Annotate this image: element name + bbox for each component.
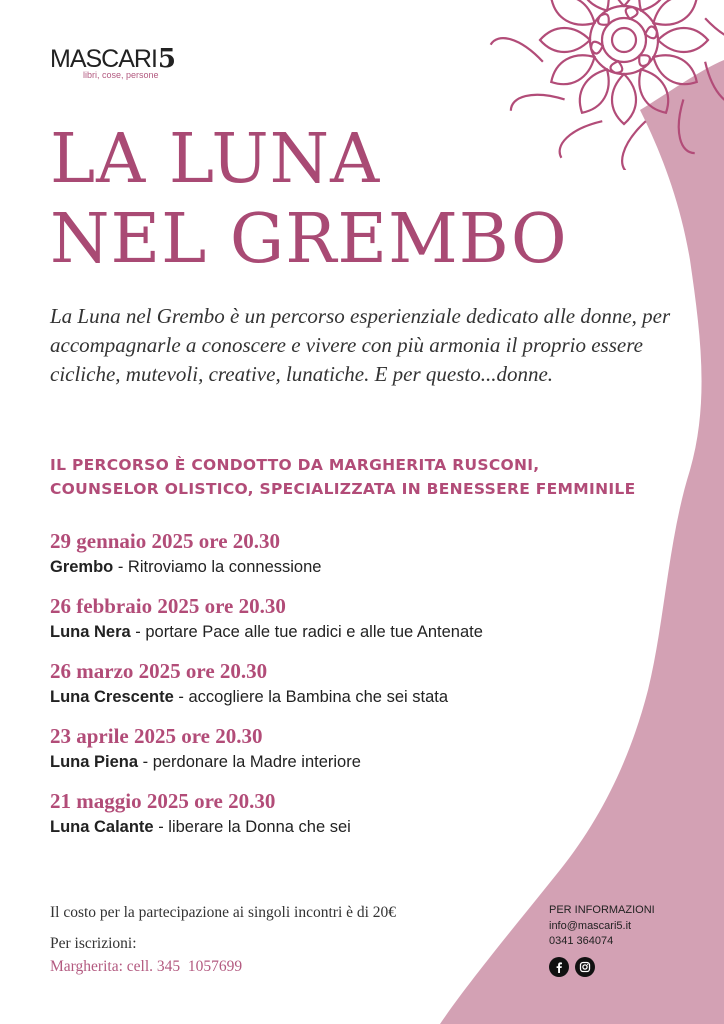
- signup-label: Per iscrizioni:: [50, 935, 137, 952]
- session-item: [50, 593, 650, 658]
- session-item: [50, 658, 650, 723]
- session-date: 26 marzo 2025 ore 20.30: [50, 659, 268, 683]
- session-date: 23 aprile 2025 ore 20.30: [50, 724, 263, 748]
- host-statement: [50, 453, 635, 501]
- session-description: - liberare la Donna che sei: [153, 818, 351, 836]
- sessions-list: [50, 528, 650, 853]
- logo-tagline: libri, cose, persone: [83, 70, 159, 80]
- session-line: [50, 621, 650, 643]
- session-item: [50, 788, 650, 853]
- host-line-1: IL PERCORSO È CONDOTTO DA MARGHERITA RUSCONI,: [50, 456, 540, 474]
- logo-name: MASCARI: [50, 45, 157, 73]
- info-email[interactable]: info@mascari5.it: [549, 919, 632, 932]
- logo-number: 5: [157, 44, 176, 74]
- mascari5-logo: [50, 44, 176, 80]
- session-item: [50, 528, 650, 593]
- session-name: Luna Calante: [50, 818, 154, 836]
- session-date: 29 gennaio 2025 ore 20.30: [50, 529, 281, 553]
- session-line: [50, 751, 650, 773]
- title-line-2: NEL GREMBO: [50, 200, 568, 279]
- session-line: [50, 816, 650, 838]
- instagram-icon[interactable]: [575, 957, 595, 977]
- host-line-2: COUNSELOR OLISTICO, SPECIALIZZATA IN BENESSERE FEMMINILE: [50, 480, 636, 498]
- session-date: 26 febbraio 2025 ore 20.30: [50, 594, 286, 618]
- signup-contact: Margherita: cell. 345 1057699: [50, 958, 243, 975]
- session-description: - accogliere la Bambina che sei stata: [173, 688, 449, 706]
- info-phone[interactable]: 0341 364074: [549, 935, 614, 947]
- info-block: [549, 903, 655, 950]
- social-links: [549, 957, 595, 977]
- session-description: - perdonare la Madre interiore: [138, 753, 361, 771]
- title-line-1: LA LUNA: [50, 120, 381, 199]
- session-description: - Ritroviamo la connessione: [113, 558, 322, 576]
- intro-paragraph: La Luna nel Grembo è un percorso esperienziale dedicato alle donne, per accompagnarle a conoscere e vivere con più armonia il proprio essere cicliche, mutevoli, creative, lunatiche. E per questo...donne.: [50, 304, 671, 386]
- session-name: Luna Crescente: [50, 688, 174, 706]
- session-line: [50, 556, 650, 578]
- session-name: Luna Nera: [50, 623, 131, 641]
- cost-note: Il costo per la partecipazione ai singoli incontri è di 20€: [50, 904, 397, 921]
- session-item: [50, 723, 650, 788]
- session-description: - portare Pace alle tue radici e alle tue Antenate: [130, 623, 483, 641]
- session-line: [50, 686, 650, 708]
- session-date: 21 maggio 2025 ore 20.30: [50, 789, 276, 813]
- page-title: [50, 120, 568, 280]
- facebook-icon[interactable]: [549, 957, 569, 977]
- session-name: Grembo: [50, 558, 114, 576]
- info-title: PER INFORMAZIONI: [549, 904, 655, 916]
- session-name: Luna Piena: [50, 753, 139, 771]
